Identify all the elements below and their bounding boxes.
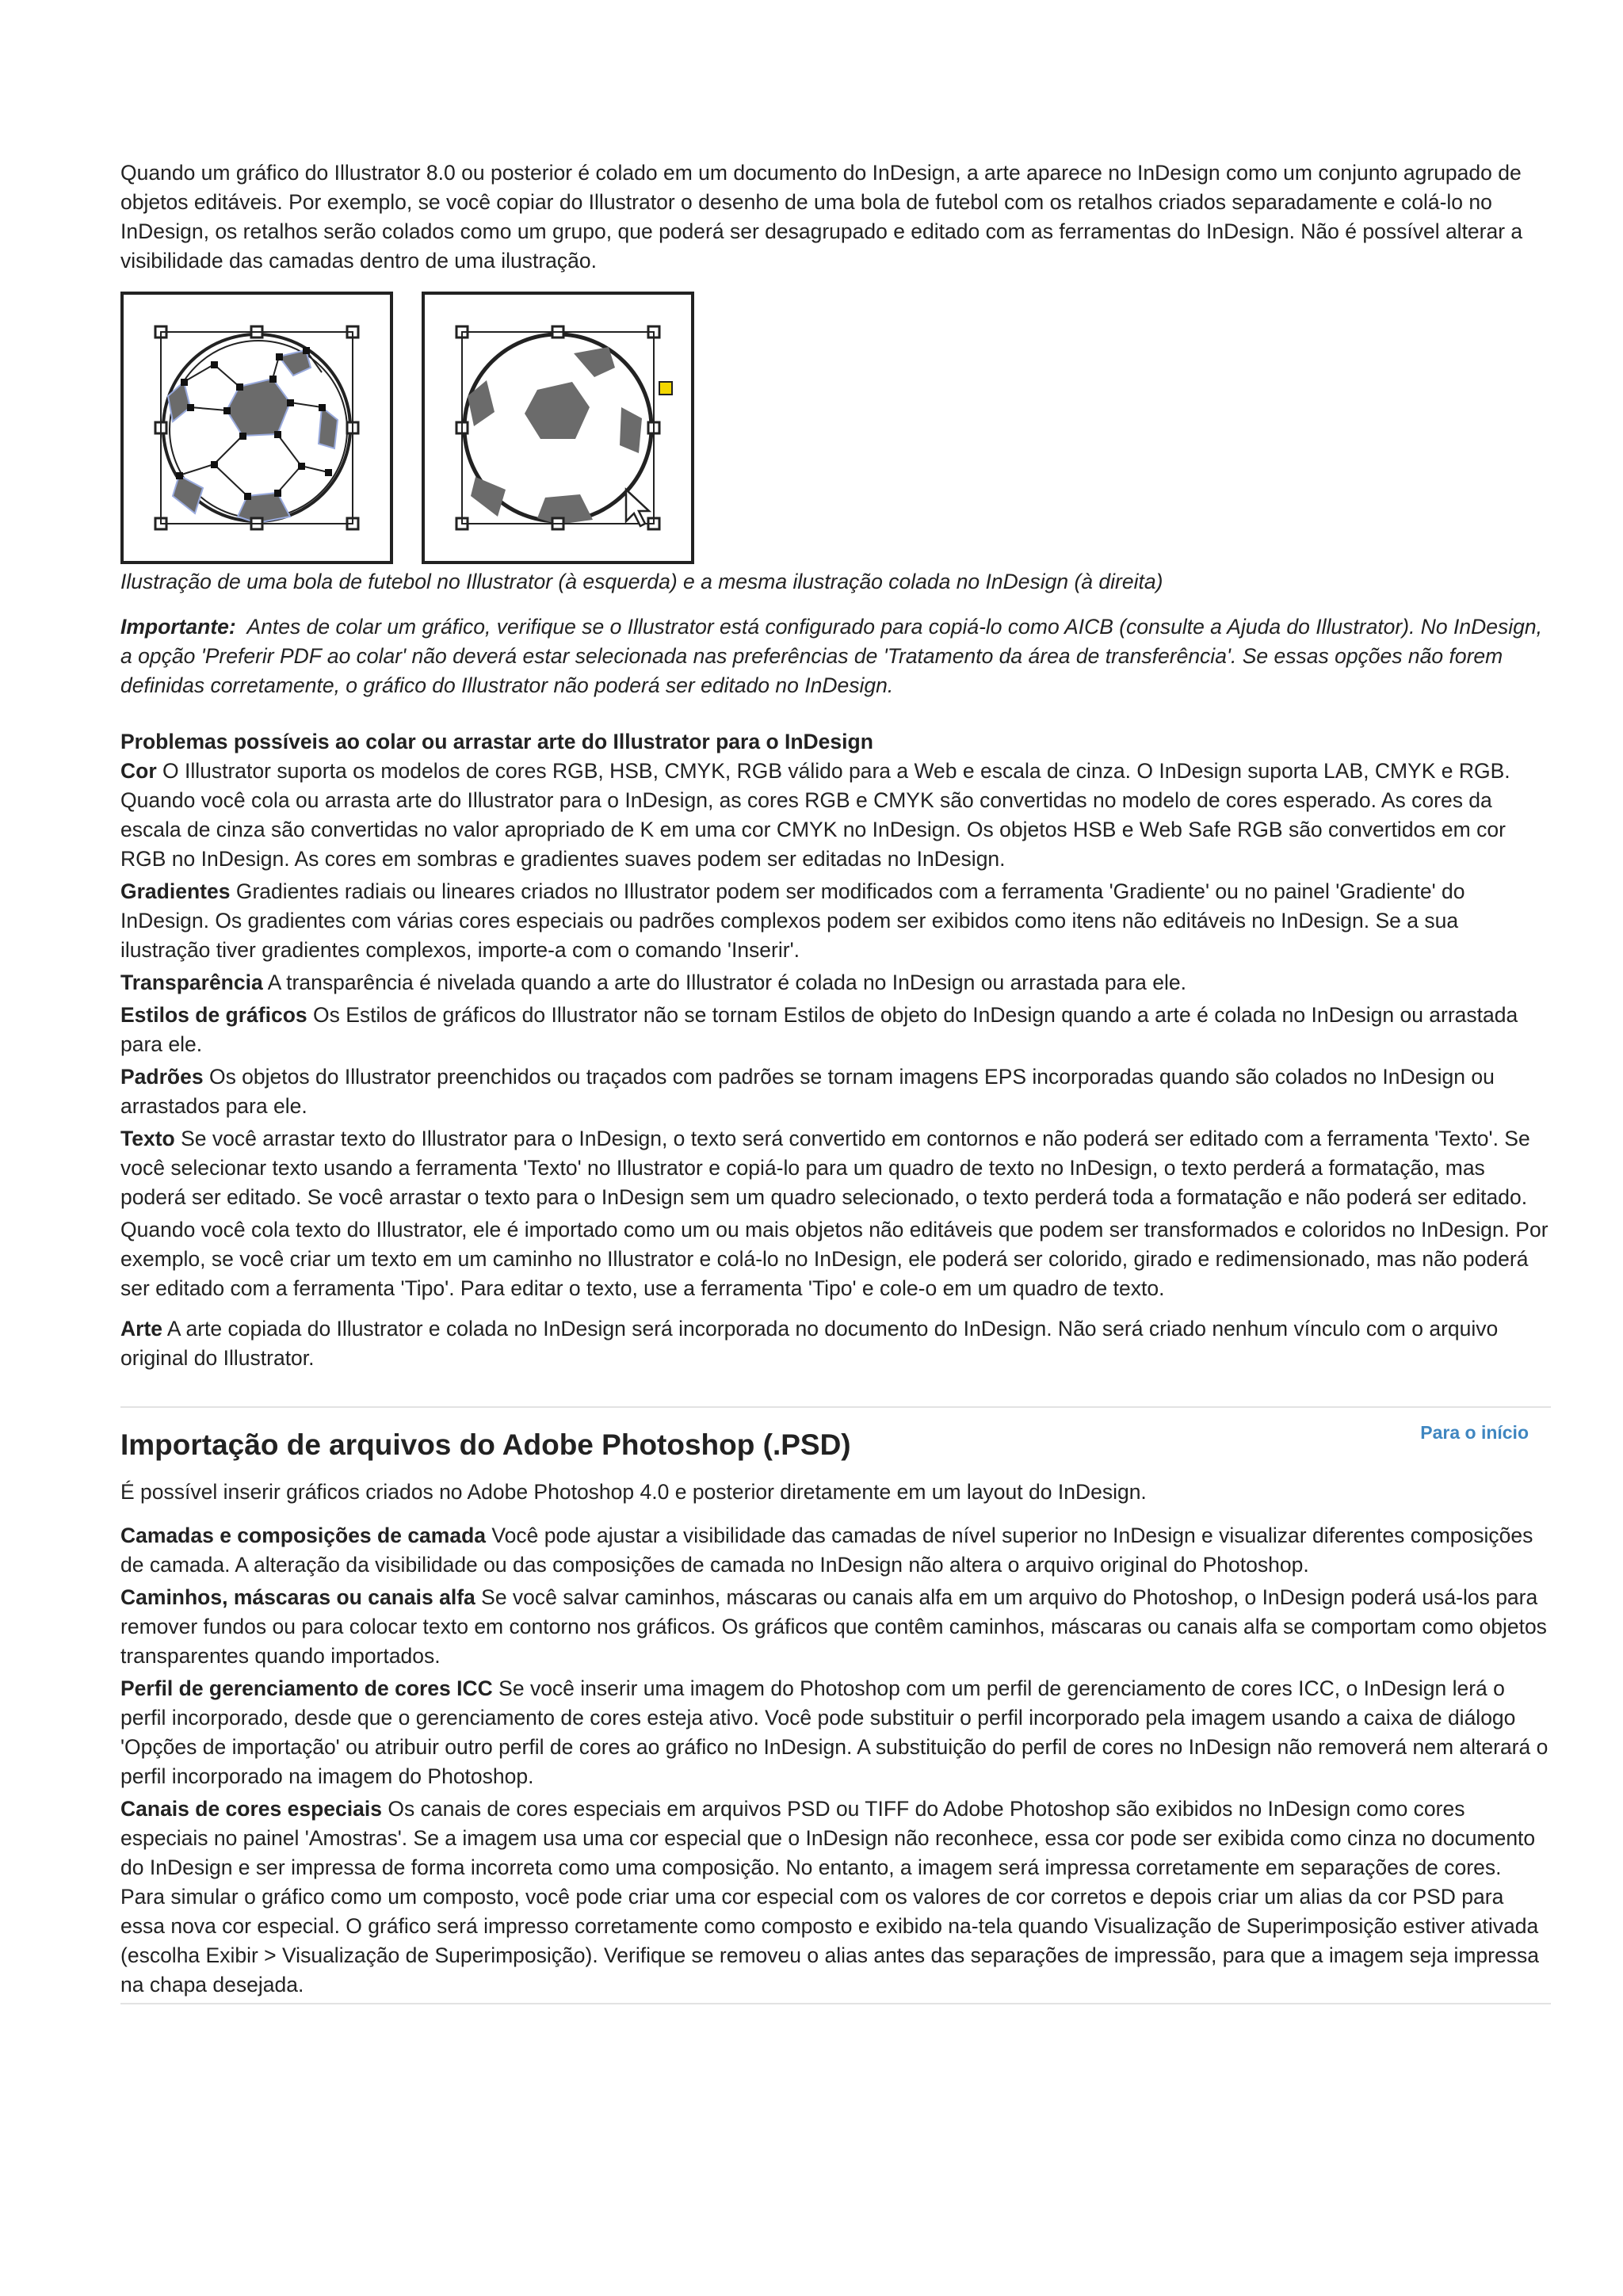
text-paste-paragraph: Quando você cola texto do Illustrator, ele é importado como um ou mais objetos não editáveis que podem ser transformados e coloridos no InDesign. Por exemplo, se você criar um texto em um caminho no Illustrator e colá-lo no InDesign, ele poderá ser colorido, girado e redimensionado, mas não poderá ser editado com a ferramenta 'Tipo'. Para editar o texto, use a ferramenta 'Tipo' e cole-o em um quadro de texto.: [120, 1218, 1549, 1300]
term-label: Caminhos, máscaras ou canais alfa: [120, 1585, 475, 1609]
term-label: Gradientes: [120, 879, 231, 903]
note-text: Antes de colar um gráfico, verifique se o Illustrator está configurado para copiá-lo como AICB (consulte a Ajuda do Illustrator). No InDesign, a opção 'Preferir PDF ao colar' não deverá estar selecionada nas preferências de 'Tratamento da área de transferência'. Se essas opções não forem definidas corretamente, o gráfico do Illustrator não poderá ser editado no InDesign.: [120, 615, 1542, 697]
illustrator-ball-figure: [120, 292, 393, 564]
term-text: Você pode ajustar a visibilidade das camadas de nível superior no InDesign e visualizar diferentes composições de camada. A alteração da visibilidade ou das composições de camada no InDesign não altera o arquivo original do Photoshop.: [120, 1524, 1533, 1577]
term-item: [120, 1583, 1551, 1671]
term-text: Se você inserir uma imagem do Photoshop com um perfil de gerenciamento de cores ICC, o InDesign lerá o perfil incorporado, desde que o gerenciamento de cores esteja ativo. Você pode substituir o perfil incorporado pela imagem usando a caixa de diálogo 'Opções de importação' ou atribuir outro perfil de cores ao gráfico no InDesign. A substituição do perfil de cores no InDesign não removerá nem alterará o perfil incorporado na imagem do Photoshop.: [120, 1676, 1549, 1788]
term-label: Cor: [120, 759, 157, 783]
term-label: Estilos de gráficos: [120, 1003, 307, 1027]
figure-row: [120, 292, 1551, 564]
back-to-top-link[interactable]: Para o início: [1420, 1422, 1529, 1443]
term-label: Camadas e composições de camada: [120, 1524, 487, 1547]
problems-heading: Problemas possíveis ao colar ou arrastar arte do Illustrator para o InDesign: [120, 730, 873, 753]
term-label: Transparência: [120, 971, 263, 994]
term-item: [120, 1794, 1551, 2000]
document-page: [120, 158, 1551, 2004]
term-label: Perfil de gerenciamento de cores ICC: [120, 1676, 493, 1700]
section-divider: [120, 2003, 1551, 2004]
term-item: [120, 877, 1551, 965]
term-text: Os Estilos de gráficos do Illustrator não se tornam Estilos de objeto do InDesign quando a arte é colada no InDesign ou arrastada para ele.: [120, 1003, 1518, 1056]
soccer-ball-indesign-image: [439, 309, 677, 547]
important-note: [120, 612, 1551, 700]
figure-caption: Ilustração de uma bola de futebol no Illustrator (à esquerda) e a mesma ilustração colada no InDesign (à direita): [120, 570, 1163, 593]
term-label: Padrões: [120, 1065, 204, 1089]
term-item: [120, 1062, 1551, 1121]
term-text: O Illustrator suporta os modelos de cores RGB, HSB, CMYK, RGB válido para a Web e escala de cinza. O InDesign suporta LAB, CMYK e RGB. Quando você cola ou arrasta arte do Illustrator para o InDesign, as cores RGB e CMYK são convertidas no modelo de cores esperado. As cores da escala de cinza são convertidas no valor apropriado de K em uma cor CMYK no InDesign. Os objetos HSB e Web Safe RGB são convertidos em cor RGB no InDesign. As cores em sombras e gradientes suaves podem ser editadas no InDesign.: [120, 759, 1510, 871]
term-item: [120, 757, 1551, 874]
term-text: A transparência é nivelada quando a arte do Illustrator é colada no InDesign ou arrastada para ele.: [267, 971, 1187, 994]
term-item: [120, 1314, 1551, 1373]
term-text: Os canais de cores especiais em arquivos PSD ou TIFF do Adobe Photoshop são exibidos no InDesign como cores especiais no painel 'Amostras'. Se a imagem usa uma cor especial que o InDesign não reconhece, essa cor pode ser exibida como cinza no documento do InDesign e ser impressa de forma incorreta como uma composição. No entanto, a imagem será impressa corretamente em separações de cores. Para simular o gráfico como um composto, você pode criar uma cor especial com os valores de cor corretos e depois criar um alias da cor PSD para essa nova cor especial. O gráfico será impresso corretamente como composto e exibido na-tela quando Visualização de Superimposição estiver ativada (escolha Exibir > Visualização de Superimposição). Verifique se removeu o alias antes das separações de impressão, para que a imagem seja impressa na chapa desejada.: [120, 1797, 1539, 1997]
section-intro: É possível inserir gráficos criados no Adobe Photoshop 4.0 e posterior diretamente em um layout do InDesign.: [120, 1480, 1147, 1504]
note-label: Importante:: [120, 615, 236, 639]
term-item: [120, 1001, 1551, 1059]
term-text: A arte copiada do Illustrator e colada no InDesign será incorporada no documento do InDesign. Não será criado nenhum vínculo com o arquivo original do Illustrator.: [120, 1317, 1499, 1370]
term-item: [120, 1674, 1551, 1791]
indesign-ball-figure: [422, 292, 694, 564]
section-header: [120, 1416, 1551, 1478]
section-divider: [120, 1406, 1551, 1408]
intro-paragraph: Quando um gráfico do Illustrator 8.0 ou posterior é colado em um documento do InDesign, a arte aparece no InDesign como um conjunto agrupado de objetos editáveis. Por exemplo, se você copiar do Illustrator o desenho de uma bola de futebol com os retalhos criados separadamente e colá-lo no InDesign, os retalhos serão colados como um grupo, que poderá ser desagrupado e editado com as ferramentas do InDesign. Não é possível alterar a visibilidade das camadas dentro de uma ilustração.: [120, 161, 1523, 273]
term-text: Gradientes radiais ou lineares criados no Illustrator podem ser modificados com a ferramenta 'Gradiente' ou no painel 'Gradiente' do InDesign. Os gradientes com várias cores especiais ou padrões complexos podem ser exibidos como itens não editáveis no InDesign. Se a sua ilustração tiver gradientes complexos, importe-a com o comando 'Inserir'.: [120, 879, 1465, 962]
section-title: Importação de arquivos do Adobe Photoshop (.PSD): [120, 1428, 851, 1461]
term-text: Se você arrastar texto do Illustrator para o InDesign, o texto será convertido em contornos e não poderá ser editado com a ferramenta 'Texto'. Se você selecionar texto usando a ferramenta 'Texto' no Illustrator e copiá-lo para um quadro de texto no InDesign, o texto perderá a formatação, mas poderá ser editado. Se você arrastar o texto para o InDesign sem um quadro selecionado, o texto perderá toda a formatação e não poderá ser editado.: [120, 1127, 1530, 1209]
term-item: [120, 1521, 1551, 1580]
term-label: Texto: [120, 1127, 175, 1150]
term-item: [120, 1124, 1551, 1212]
term-label: Arte: [120, 1317, 163, 1341]
term-text: Os objetos do Illustrator preenchidos ou traçados com padrões se tornam imagens EPS incorporadas quando são colados no InDesign ou arrastados para ele.: [120, 1065, 1495, 1118]
term-label: Canais de cores especiais: [120, 1797, 382, 1821]
soccer-ball-illustrator-image: [138, 309, 376, 547]
term-item: [120, 968, 1551, 997]
term-text: Se você salvar caminhos, máscaras ou canais alfa em um arquivo do Photoshop, o InDesign poderá usá-los para remover fundos ou para colocar texto em contorno nos gráficos. Os gráficos que contêm caminhos, máscaras ou canais alfa se comportam como objetos transparentes quando importados.: [120, 1585, 1547, 1668]
